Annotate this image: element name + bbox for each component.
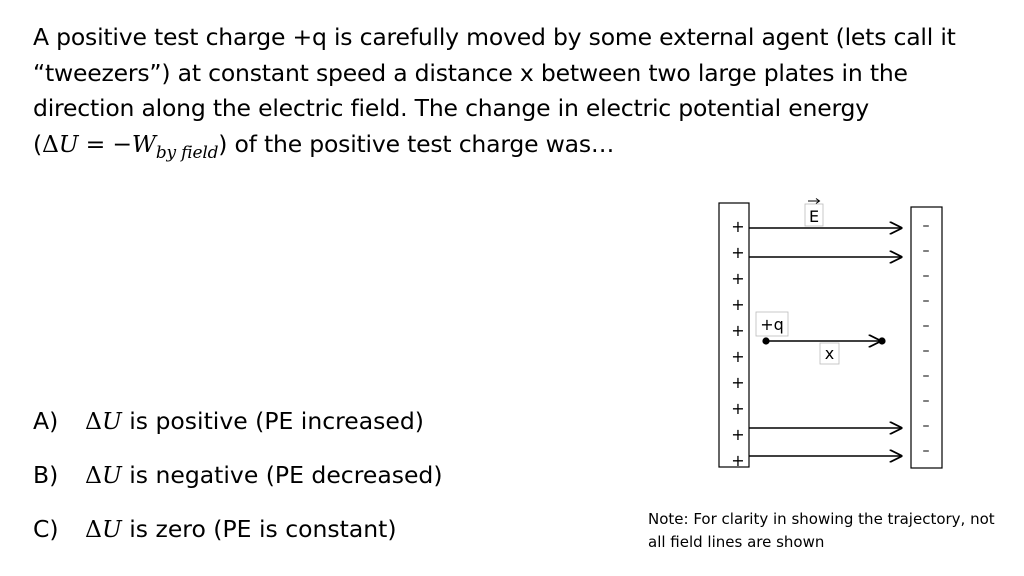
plus-sign: + bbox=[731, 321, 745, 340]
plus-sign: + bbox=[731, 373, 745, 392]
choice-description: is zero (PE is constant) bbox=[121, 515, 397, 543]
field-label: E bbox=[808, 207, 820, 226]
plus-sign: + bbox=[731, 425, 745, 444]
plus-sign: + bbox=[731, 399, 745, 418]
choice-description: is negative (PE decreased) bbox=[121, 461, 443, 489]
minus-sign: – bbox=[922, 343, 930, 359]
plus-sign: + bbox=[731, 243, 745, 262]
plus-sign: + bbox=[731, 451, 745, 470]
plus-sign: + bbox=[731, 347, 745, 366]
question-line-1: A positive test charge +q is carefully moved by some external agent (lets call it bbox=[33, 23, 956, 51]
question-line-3: direction along the electric field. The change in electric potential energy bbox=[33, 94, 869, 122]
question-text bbox=[33, 20, 1003, 171]
delta-symbol: Δ bbox=[85, 515, 102, 543]
choice-text bbox=[85, 401, 424, 441]
parallel-plates-diagram bbox=[700, 190, 960, 480]
equals-minus: = − bbox=[78, 129, 132, 158]
minus-sign: – bbox=[922, 418, 930, 434]
note-text bbox=[648, 508, 1018, 554]
question-line-4 bbox=[33, 127, 1003, 172]
work-subscript: by field bbox=[155, 142, 219, 163]
note-line-1: Note: For clarity in showing the trajectory, not bbox=[648, 510, 995, 528]
choice-letter: C) bbox=[33, 515, 59, 543]
minus-sign: – bbox=[922, 268, 930, 284]
potential-energy-symbol: U bbox=[101, 407, 122, 435]
minus-sign: – bbox=[922, 443, 930, 459]
plus-sign: + bbox=[731, 295, 745, 314]
minus-sign: – bbox=[922, 218, 930, 234]
choice-description: is positive (PE increased) bbox=[121, 407, 424, 435]
delta-symbol: Δ bbox=[41, 129, 59, 158]
choice-text bbox=[85, 455, 443, 495]
note-line-2: all field lines are shown bbox=[648, 533, 825, 551]
choice-text bbox=[85, 509, 397, 549]
charge-label: +q bbox=[760, 315, 784, 334]
minus-sign: – bbox=[922, 368, 930, 384]
minus-sign: – bbox=[922, 293, 930, 309]
question-line-4-rest: of the positive test charge was… bbox=[227, 129, 615, 158]
plus-sign: + bbox=[731, 269, 745, 288]
distance-label: x bbox=[824, 344, 835, 363]
plus-sign: + bbox=[731, 217, 745, 236]
question-line-2: “tweezers”) at constant speed a distance x between two large plates in the bbox=[33, 58, 908, 87]
potential-energy-symbol: U bbox=[101, 515, 122, 543]
delta-symbol: Δ bbox=[85, 461, 102, 489]
minus-sign: – bbox=[922, 243, 930, 259]
minus-sign: – bbox=[922, 393, 930, 409]
choice-letter: B) bbox=[33, 461, 59, 489]
minus-sign: – bbox=[922, 318, 930, 334]
end-point-dot bbox=[878, 337, 885, 344]
paren-close: ) bbox=[218, 129, 228, 158]
work-symbol: W bbox=[131, 129, 156, 158]
choice-letter: A) bbox=[33, 407, 59, 435]
potential-energy-symbol: U bbox=[58, 129, 79, 158]
delta-symbol: Δ bbox=[85, 407, 102, 435]
potential-energy-symbol: U bbox=[101, 461, 122, 489]
paren-open: ( bbox=[33, 129, 42, 158]
